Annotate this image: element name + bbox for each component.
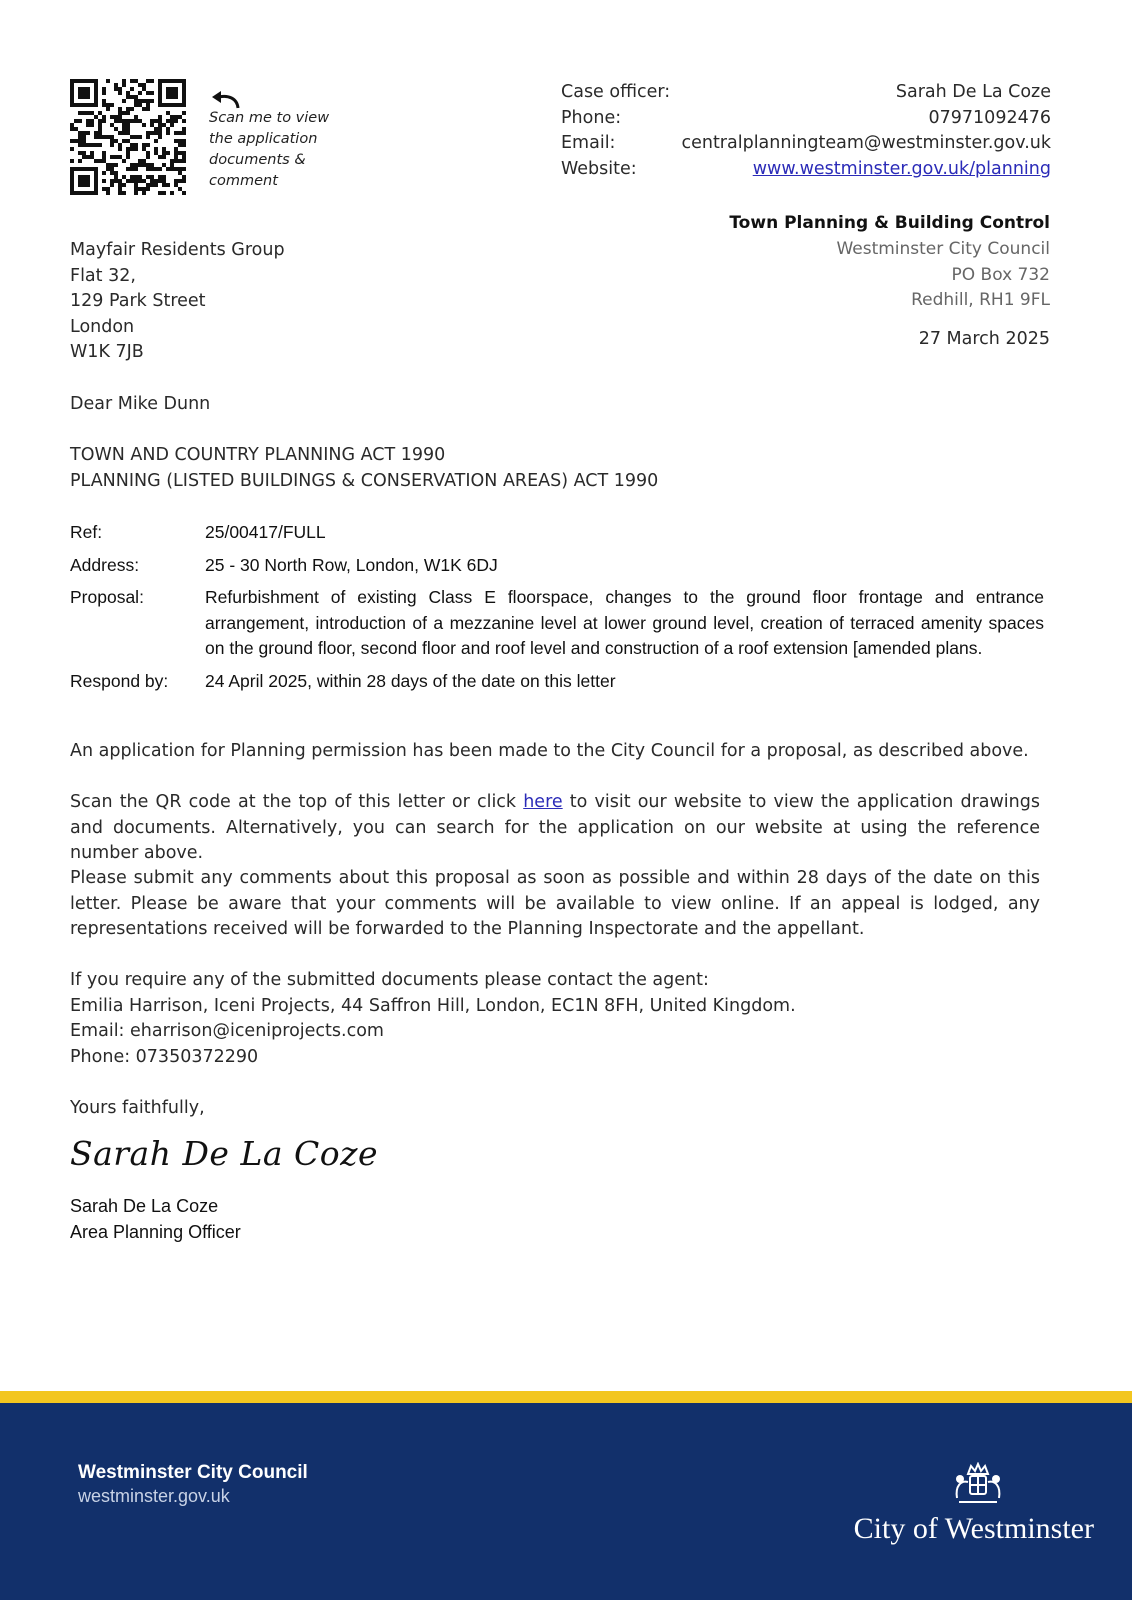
legislation-heading: TOWN AND COUNTRY PLANNING ACT 1990 PLANNING (LISTED BUILDINGS & CONSERVATION AREAS) ACT 1990 xyxy=(70,445,659,491)
footer-yellow-stripe xyxy=(0,1391,1132,1403)
website-row: Website: www.westminster.gov.uk/planning xyxy=(561,157,1051,183)
footer-org-name: Westminster City Council xyxy=(78,1462,308,1483)
ref-row: Ref: 25/00417/FULL xyxy=(70,522,326,542)
curved-arrow-icon xyxy=(210,88,242,110)
email-row: Email: centralplanningteam@westminster.gov.uk xyxy=(561,133,1051,154)
respond-by-row: Respond by: 24 April 2025, within 28 days of the date on this letter xyxy=(70,670,616,691)
letter-date: 27 March 2025 xyxy=(918,329,1050,349)
phone-row: Phone: 07971092476 xyxy=(561,107,1051,128)
application-notice-paragraph: An application for Planning permission has been made to the City Council for a proposal, as described above. xyxy=(70,741,1029,761)
westminster-crest-icon xyxy=(951,1462,1005,1506)
here-link[interactable]: here xyxy=(523,792,563,812)
council-address: Town Planning & Building Control Westminster City Council PO Box 732 Redhill, RH1 9FL xyxy=(729,213,1050,311)
case-officer-row: Case officer: Sarah De La Coze xyxy=(561,82,1051,102)
view-documents-paragraph: Scan the QR code at the top of this letter or click here to visit our website to view the application drawings and documents. Alternatively, you can search for the application on our website at using the reference number above. xyxy=(70,792,1040,864)
footer-website[interactable]: westminster.gov.uk xyxy=(78,1486,230,1506)
agent-contact: If you require any of the submitted documents please contact the agent: Emilia Harrison, Iceni Projects, 44 Saffron Hill, London, EC1N 8FH, United Kingdom. Email: eharrison@iceniprojects.com Phone: 07350372290 xyxy=(70,970,796,1067)
handwritten-signature: Sarah De La Coze xyxy=(70,1134,379,1173)
salutation: Dear Mike Dunn xyxy=(70,394,211,414)
qr-code-icon[interactable] xyxy=(70,79,186,195)
website-link[interactable]: www.westminster.gov.uk/planning xyxy=(752,158,1051,179)
signatory: Sarah De La Coze Area Planning Officer xyxy=(70,1196,241,1242)
recipient-address: Mayfair Residents Group Flat 32, 129 Park Street London W1K 7JB xyxy=(70,240,285,363)
address-row: Address: 25 - 30 North Row, London, W1K 6DJ xyxy=(70,554,498,575)
closing: Yours faithfully, xyxy=(70,1098,205,1118)
proposal-row: Proposal: Refurbishment of existing Class E floorspace, changes to the ground floor frontage and entrance arrangement, introduction of a mezzanine level at lower ground level, creation of terraced amenity spaces on the ground floor, second floor and roof level and construction of a roof extension [amended plans. xyxy=(70,587,1044,659)
case-officer-contact xyxy=(561,80,1051,182)
comments-paragraph: Please submit any comments about this proposal as soon as possible and within 28 days of the date on this letter. Please be aware that your comments will be available to view online. If an appeal is lodged, any representations received will be forwarded to the Planning Inspectorate and the appellant. xyxy=(70,868,1040,940)
scan-instruction: Scan me to view the application documents & comment xyxy=(209,110,330,189)
city-of-westminster-logo: City of Westminster xyxy=(853,1512,1094,1545)
application-details xyxy=(70,520,1044,702)
